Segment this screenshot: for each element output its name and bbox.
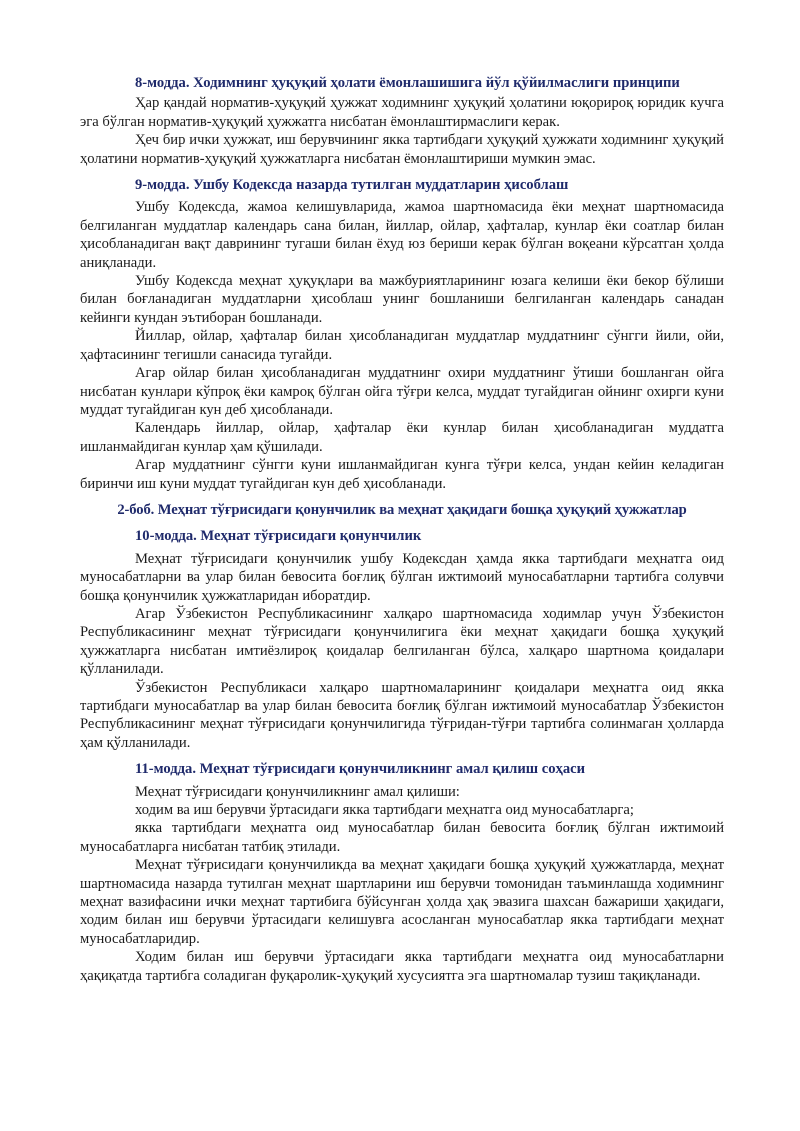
paragraph: Ўзбекистон Республикаси халқаро шартномаларининг қоидалари меҳнатга оид якка тартибдаги муносабатлар ва улар билан бевосита боғлиқ бўлган ижтимоий муносабатлар Ўзбекистон Республикасининг меҳнат тўғрисидаги қонунчилигида тўғридан-тўғри тартибга солинмаган ҳолларда ҳам қўлланилади. [80, 679, 724, 751]
paragraph: Меҳнат тўғрисидаги қонунчилик ушбу Кодексдан ҳамда якка тартибдаги меҳнатга оид муносабатларни ва улар билан бевосита боғлиқ бўлган ижтимоий муносабатларни тартибга солувчи бошқа қонунчилик ҳужжатларидан иборатдир. [80, 550, 724, 604]
paragraph: Агар Ўзбекистон Республикасининг халқаро шартномасида ходимлар учун Ўзбекистон Республикасининг меҳнат тўғрисидаги қонунчилигига ёки меҳнат ҳақидаги бошқа ҳуқуқий ҳужжатларга нисбатан имтиёзлироқ қоидалар белгиланган бўлса, халқаро шартнома қоидалари қўлланилади. [80, 605, 724, 678]
paragraph: Ушбу Кодексда меҳнат ҳуқуқлари ва мажбуриятларининг юзага келиши ёки бекор бўлиши билан боғланадиган муддатларни ҳисоблаш унинг бошланиши белгиланган календарь санадан кейинги кундан эътиборан бошланади. [80, 273, 724, 326]
paragraph: Ходим билан иш берувчи ўртасидаги якка тартибдаги меҳнатга оид муносабатларни ҳақиқатда тартибга соладиган фуқаролик-ҳуқуқий хусусиятга эга шартномалар тузиш тақиқланади. [80, 949, 724, 984]
paragraph: ходим ва иш берувчи ўртасидаги якка тартибдаги меҳнатга оид муносабатларга; [135, 802, 634, 819]
paragraph: Меҳнат тўғрисидаги қонунчиликнинг амал қилиши: [135, 783, 460, 800]
paragraph: Агар ойлар билан ҳисобланадиган муддатнинг охири муддатнинг ўтиши бошланган ойга нисбатан кунлари кўпроқ ёки камроқ бўлган ойга тўғри келса, муддат тугайдиган ойнинг охирги куни муддат тугайдиган кун деб ҳисобланади. [80, 365, 724, 418]
article-heading-10: 10-модда. Меҳнат тўғрисидаги қонунчилик [135, 528, 422, 545]
article-heading-8: 8-модда. Ходимнинг ҳуқуқий ҳолати ёмонлашишига йўл қўйилмаслиги принципи [135, 75, 680, 91]
paragraph: Йиллар, ойлар, ҳафталар билан ҳисобланадиган муддатлар муддатнинг сўнгги йили, ойи, ҳафтасининг тегишли санасида тугайди. [80, 328, 724, 363]
paragraph: Ушбу Кодексда, жамоа келишувларида, жамоа шартномасида ёки меҳнат шартномасида белгиланган муддатлар календарь сана билан, йиллар, ойлар, ҳафталар, кунлар ёки соатлар билан ҳисобланадиган вақт даврининг тугаши билан ёхуд юз бериши керак бўлган воқеани кўрсатган ҳолда аниқланади. [80, 199, 724, 271]
paragraph: Календарь йиллар, ойлар, ҳафталар ёки кунлар билан ҳисобланадиган муддатга ишланмайдиган кунлар ҳам қўшилади. [80, 420, 724, 455]
paragraph: якка тартибдаги меҳнатга оид муносабатлар билан бевосита боғлиқ бўлган ижтимоий муносабатларга нисбатан татбиқ этилади. [80, 820, 724, 855]
article-heading-11: 11-модда. Меҳнат тўғрисидаги қонунчиликнинг амал қилиш соҳаси [135, 761, 585, 778]
paragraph: Ҳеч бир ички ҳужжат, иш берувчининг якка тартибдаги ҳуқуқий ҳужжати ходимнинг ҳуқуқий ҳолатини норматив-ҳуқуқий ҳужжатларга нисбатан ёмонлаштириши мумкин эмас. [80, 132, 724, 167]
paragraph: Ҳар қандай норматив-ҳуқуқий ҳужжат ходимнинг ҳуқуқий ҳолатини юқорироқ юридик кучга эга бўлган норматив-ҳуқуқий ҳужжатга нисбатан ёмонлаштирмаслиги керак. [80, 95, 724, 130]
article-heading-9: 9-модда. Ушбу Кодексда назарда тутилган муддатларин ҳисоблаш [135, 177, 569, 194]
document-page [80, 74, 724, 985]
chapter-heading-2: 2-боб. Меҳнат тўғрисидаги қонунчилик ва меҳнат ҳақидаги бошқа ҳуқуқий ҳужжатлар [117, 501, 687, 518]
paragraph: Агар муддатнинг сўнгги куни ишланмайдиган кунга тўғри келса, ундан кейин келадиган биринчи иш куни муддат тугайдиган кун деб ҳисобланади. [80, 457, 724, 492]
paragraph: Меҳнат тўғрисидаги қонунчиликда ва меҳнат ҳақидаги бошқа ҳуқуқий ҳужжатларда, меҳнат шартномасида назарда тутилган меҳнат шартларини иш берувчи томонидан таъминлашда ходимнинг меҳнат вазифасини ички меҳнат тартибига бўйсунган ҳолда ҳақ эвазига шахсан бажариши ҳақидаги, ходим билан иш берувчи ўртасидаги келишувга асосланган муносабатлар якка тартибдаги меҳнат муносабатларидир. [80, 857, 724, 947]
